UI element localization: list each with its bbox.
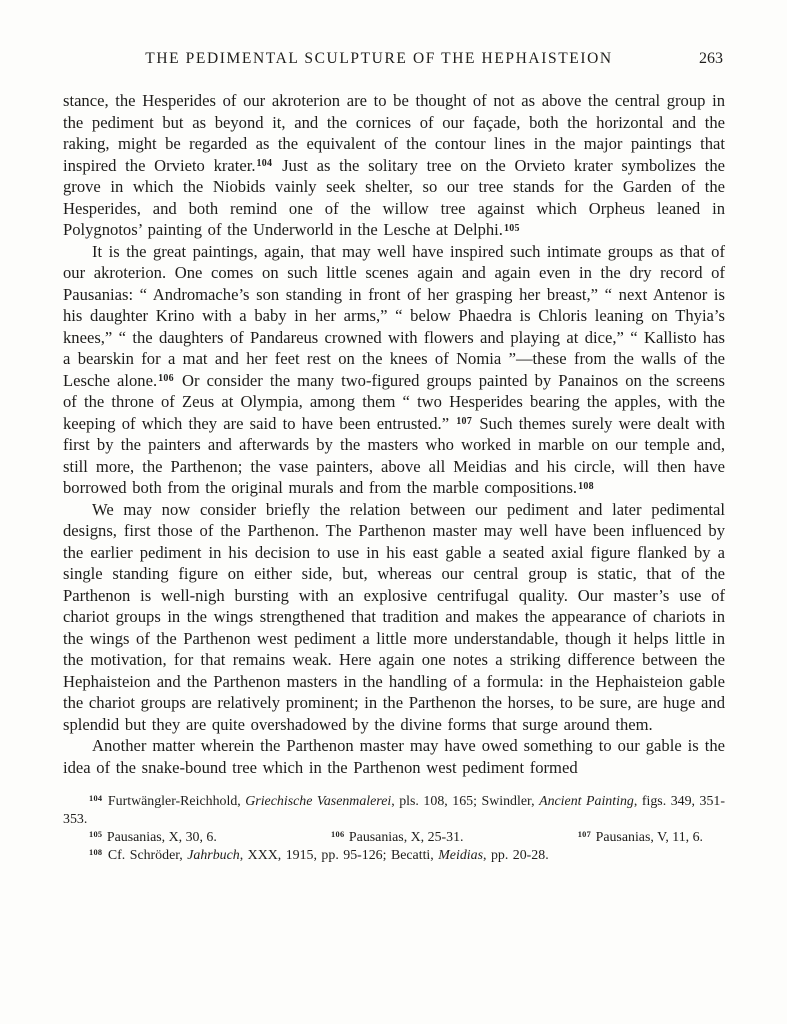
paragraph [63,90,725,241]
italic-text: Griechische Vasenmalerei [245,794,392,809]
paragraph [63,241,725,499]
text-run: Furtwängler-Reichhold, [103,794,246,809]
text-run: , pp. 20-28. [483,848,549,863]
footnote-marker: 104 [256,158,273,170]
text-run: Such themes surely were dealt with first by the painters and afterwards by the masters who worked in marble on our temple and, still more, the Parthenon; the vase painters, above all Meidias and his circle, will then have borrowed both from the original murals and from the marble compositions. [63,413,726,497]
text-run: It is the great paintings, again, that may well have inspired such intimate groups as that of our akroterion. One comes on such little scenes again and again even in the dry record of Pausanias: “ Andromache’s son standing in front of her grasping her breast,” “ next Antenor is his daughter Krino with a baby in her arms,” “ below Phaedra is Chloris leaning on Thyia’s knees,” “ the daughters of Pandareus crowned with flowers and playing at dice,” “ Kallisto has a bearskin for a mat and her feet rest on the knees of Nomia ”—these from the walls of the Lesche alone. [63,241,725,390]
text-run: Just as the solitary tree on the Orvieto krater symbolizes the grove in which the Niobids vainly seek shelter, so our tree stands for the Garden of the Hesperides, and both remind one of the willow tree against which Orpheus leaned in Polygnotos’ painting of the Underworld in the Lesche at Delphi. [63,155,725,239]
body-text [63,90,725,778]
footnote-marker: 104 [89,794,103,804]
text-run: stance, the Hesperides of our akroterion are to be thought of not as above the central group in the pediment but as beyond it, and the cornices of our façade, both the horizontal and the raking, might be regarded as the equivalent of the contour lines in the major paintings that inspired the Orvieto krater. [63,91,725,175]
text-run: , XXX, 1915, pp. 95-126; Becatti, [239,848,439,863]
paragraph [63,499,725,736]
footnote [63,793,725,829]
footnote-marker: 105 [89,830,103,840]
footnote-marker: 107 [577,830,592,840]
page-content [63,50,725,865]
footnote [63,847,725,865]
text-run: Another matter wherein the Parthenon master may have owed something to our gable is the idea of the snake-bound tree which in the Parthenon west pediment formed [63,736,725,777]
footnote-marker: 105 [503,222,520,234]
text-run: Cf. Schröder, [103,848,188,863]
italic-text: Meidias [438,848,483,863]
footnote-row [63,829,725,847]
footnote-marker: 106 [158,373,174,385]
text-run: Pausanias, V, 11, 6. [592,830,703,845]
footnote-marker: 107 [456,416,473,428]
text-run: We may now consider briefly the relation between our pediment and later pedimental designs, first those of the Parthenon. The Parthenon master may well have been influenced by the earlier pediment in his decision to use in his east gable a seated axial figure flanked by a single standing figure on either side, but, whereas our central group is static, that of the Parthenon is well-nigh bursting with an explosive centrifugal quality. Our master’s use of chariot groups in the wings strengthened that tradition and makes the appearance of chariots in the wings of the Parthenon west pediment a little more understandable, though it helps little in the motivation, for that remains weak. Here again one notes a striking difference between the Hephaisteion and the Parthenon masters in the handling of a formula: in the Hephaisteion gable the chariot groups are relatively prominent; in the Parthenon the horses, to be sure, are huge and splendid but they are quite overshadowed by the divine forms that surge around them. [63,499,725,734]
italic-text: Ancient Painting [539,794,634,809]
text-run: Pausanias, X, 25-31. [345,830,464,845]
text-run: , figs. 349, 351-353. [63,794,725,827]
footnote [88,829,217,847]
text-run: Pausanias, X, 30, 6. [103,830,217,845]
page-number: 263 [699,50,723,67]
text-run: , pls. 108, 165; Swindler, [391,794,540,809]
paragraph [63,735,725,778]
footnotes [63,793,725,865]
footnote [330,829,463,847]
footnote-marker: 108 [578,480,594,492]
italic-text: Jahrbuch [187,848,240,863]
page-title: THE PEDIMENTAL SCULPTURE OF THE HEPHAISTEION [145,50,613,67]
footnote-marker: 106 [331,830,345,840]
footnote [577,829,703,847]
text-run: Or consider the many two-figured groups painted by Panainos on the screens of the throne of Zeus at Olympia, among them “ two Hesperides bearing the apples, with the keeping of which they are said to have been entrusted.” [63,370,726,433]
footnote-marker: 108 [89,848,103,858]
running-head [63,50,725,74]
